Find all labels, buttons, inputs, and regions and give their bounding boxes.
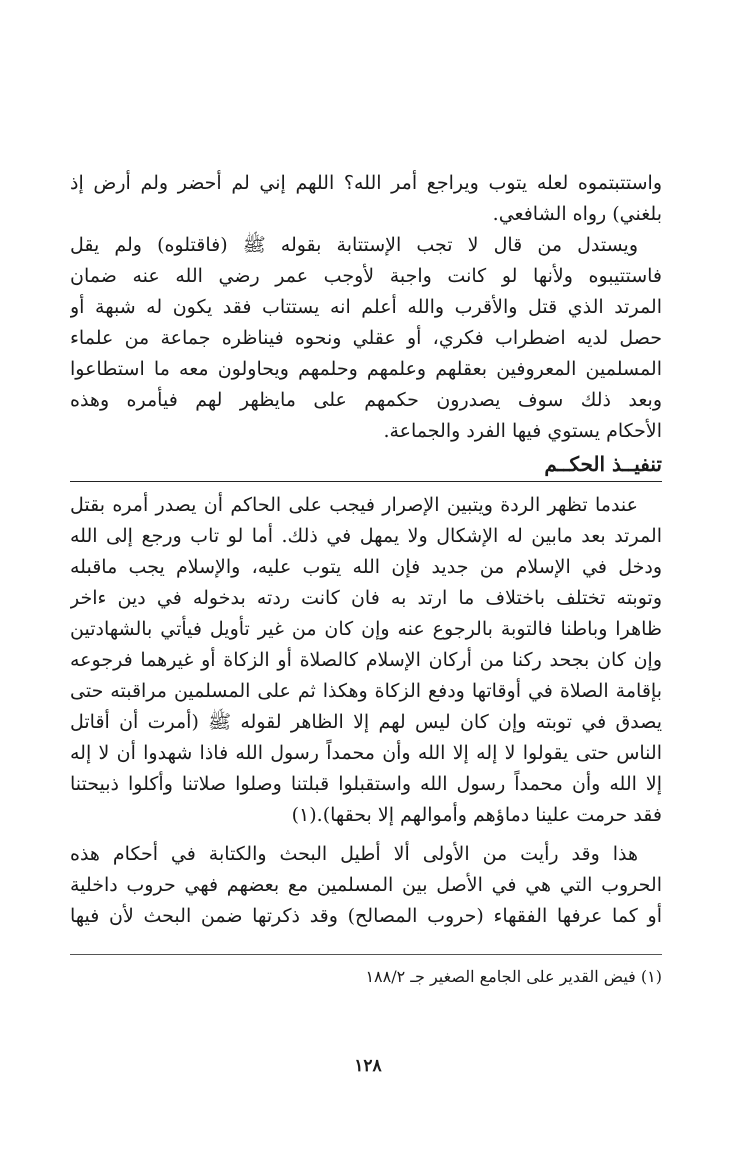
text-line: فقد حرمت علينا دماؤهم وأموالهم إلا بحقها).(١) <box>291 804 662 826</box>
text-line: واستتبتموه لعله يتوب ويراجع أمر الله؟ اللهم إني لم أحضر ولم أرض إذ <box>70 172 662 194</box>
spacer <box>70 831 662 839</box>
text-line: يصدق في توبته وإن كان ليس لهم إلا الظاهر لقوله ﷺ (أمرت أن أقاتل <box>70 711 662 733</box>
section-heading: تنفيــذ الحكــم <box>70 447 662 482</box>
text-line: وبعد ذلك سوف يصدرون حكمهم على مايظهر لهم فيأمره وهذه <box>70 389 662 411</box>
text-line: المسلمين المعروفين بعقلهم وعلمهم وحلمهم ويحاولون معه ما استطاعوا <box>70 358 662 380</box>
page-number: ١٢٨ <box>354 1056 382 1076</box>
text-line: حصل لديه اضطراب فكري، أو عقلي ونحوه فيناظره جماعة من علماء <box>70 327 662 349</box>
paragraph-2 <box>70 230 662 447</box>
paragraph-4 <box>70 839 662 932</box>
footnote-divider <box>70 954 662 955</box>
paragraph-1 <box>70 168 662 230</box>
text-line: بإقامة الصلاة في أوقاتها ودفع الزكاة وهكذا ثم على المسلمين مراقبته حتى <box>70 680 662 702</box>
text-line: وإن كان بجحد ركنا من أركان الإسلام كالصلاة أو الزكاة أو غيرهما فرجوعه <box>70 649 662 671</box>
text-line: إلا الله وأن محمداً رسول الله واستقبلوا قبلتنا وصلوا صلاتنا وأكلوا ذبيحتنا <box>70 773 662 795</box>
text-line: المرتد الذي قتل والأقرب والله أعلم انه يستتاب فقد يكون له شبهة أو <box>70 296 662 318</box>
spacer <box>70 482 662 490</box>
text-line: وتوبته تختلف باختلاف ما ارتد به فان كانت ردته بدخوله في دين ءاخر <box>70 587 662 609</box>
text-line: ودخل في الإسلام من جديد فإن الله يتوب عليه، والإسلام يجب ماقبله <box>70 556 662 578</box>
text-line: فاستتيبوه ولأنها لو كانت واجبة لأوجب عمر رضي الله عنه ضمان <box>70 265 662 287</box>
text-line: ويستدل من قال لا تجب الإستتابة بقوله ﷺ (فاقتلوه) ولم يقل <box>70 234 638 256</box>
text-line: الناس حتى يقولوا لا إله إلا الله وأن محمداً رسول الله فاذا شهدوا أن لا إله <box>70 742 662 764</box>
page-body <box>70 168 662 989</box>
text-line: عندما تظهر الردة ويتبين الإصرار فيجب على الحاكم أن يصدر أمره بقتل <box>70 494 638 516</box>
text-line: بلغني) رواه الشافعي. <box>492 203 662 225</box>
footnote: (١) فيض القدير على الجامع الصغير جـ ١٨٨/٢ <box>365 967 662 986</box>
text-line: الحروب التي هي في الأصل بين المسلمين مع بعضهم فهي حروب داخلية <box>70 874 662 896</box>
text-line: الأحكام يستوي فيها الفرد والجماعة. <box>383 420 662 442</box>
text-line: هذا وقد رأيت من الأولى ألا أطيل البحث والكتابة في أحكام هذه <box>70 843 639 865</box>
paragraph-3 <box>70 490 662 831</box>
text-line: أو كما عرفها الفقهاء (حروب المصالح) وقد ذكرتها ضمن البحث لأن فيها <box>70 905 662 927</box>
text-line: ظاهرا وباطنا فالتوبة بالرجوع عنه وإن كان من غير تأويل فيأتي بالشهادتين <box>70 618 662 640</box>
text-line: المرتد بعد مابين له الإشكال ولا يمهل في ذلك. أما لو تاب ورجع إلى الله <box>70 525 662 547</box>
